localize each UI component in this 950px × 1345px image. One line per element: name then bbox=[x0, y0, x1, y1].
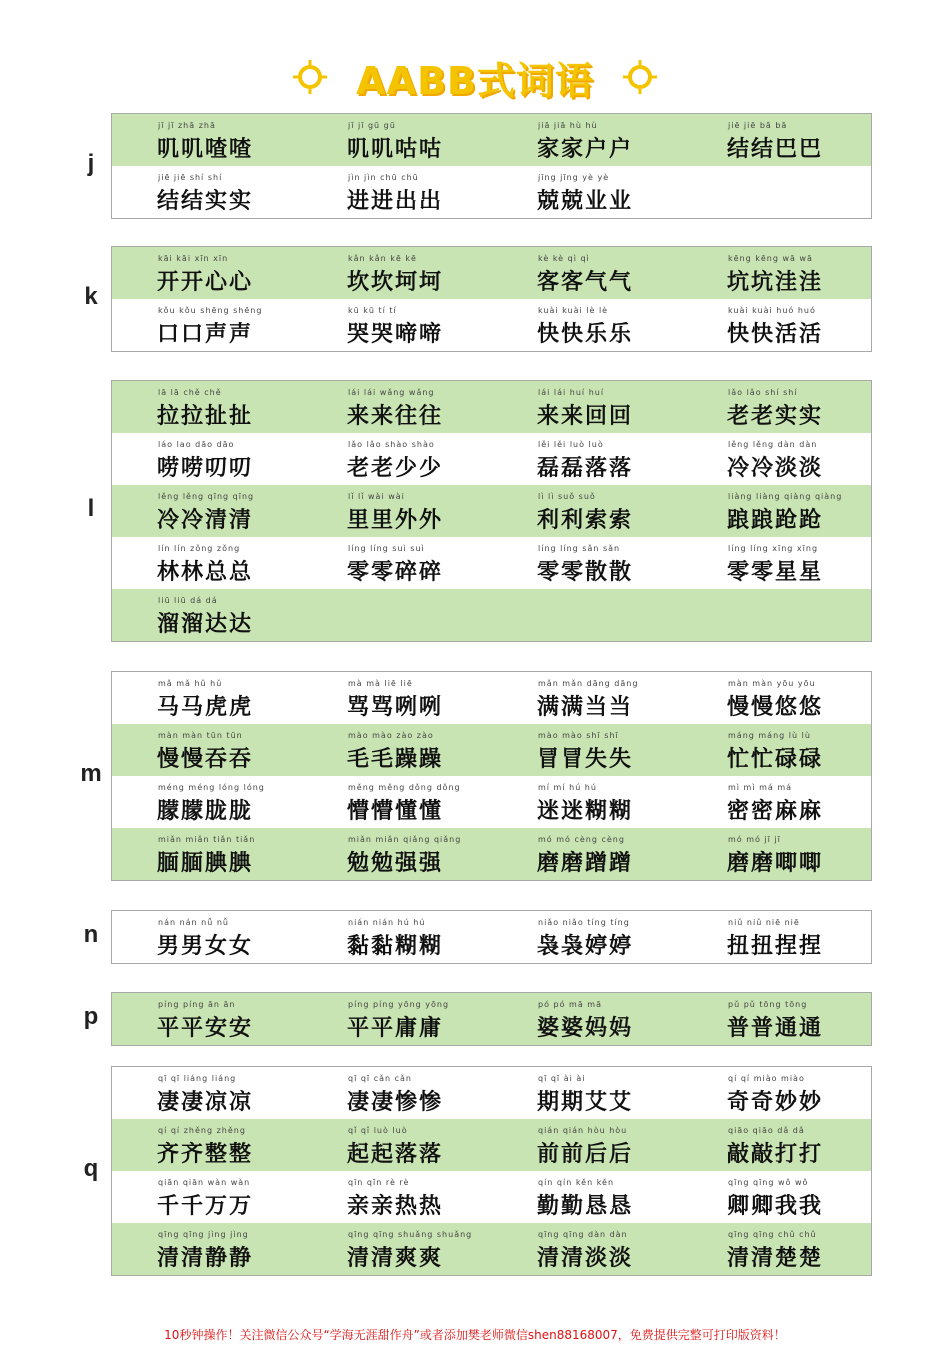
word-text: 客客气气 bbox=[537, 269, 634, 295]
group-letter-p: p bbox=[83, 1003, 99, 1030]
group-letter-m: m bbox=[80, 760, 102, 787]
word-text: 结结巴巴 bbox=[727, 136, 824, 162]
pinyin-label: lā lā chě chě bbox=[158, 388, 222, 397]
pinyin-label: jiā jiā hù hù bbox=[538, 121, 598, 130]
word-text: 勤勤恳恳 bbox=[537, 1193, 634, 1219]
pinyin-label: mó mó jī jī bbox=[728, 835, 781, 844]
word-item bbox=[682, 299, 872, 351]
word-item bbox=[112, 589, 302, 641]
word-text: 满满当当 bbox=[537, 694, 634, 720]
word-item bbox=[112, 537, 302, 589]
word-item bbox=[302, 114, 492, 166]
word-item bbox=[302, 537, 492, 589]
word-item bbox=[492, 1223, 682, 1275]
word-row bbox=[112, 1171, 871, 1223]
word-text: 毛毛躁躁 bbox=[347, 746, 444, 772]
word-item bbox=[682, 485, 872, 537]
pinyin-label: lěng lěng qīng qīng bbox=[158, 492, 255, 501]
word-text: 清清楚楚 bbox=[727, 1245, 824, 1271]
word-item bbox=[492, 724, 682, 776]
pinyin-label: lín lín zǒng zǒng bbox=[158, 544, 241, 553]
word-text: 冷冷清清 bbox=[157, 507, 254, 533]
pinyin-label: qiāo qiāo dǎ dǎ bbox=[728, 1126, 805, 1135]
word-text: 懵懵懂懂 bbox=[347, 798, 444, 824]
pinyin-label: píng píng ān ān bbox=[158, 1000, 236, 1009]
word-text: 踉踉跄跄 bbox=[727, 507, 824, 533]
pinyin-label: miǎn miǎn qiǎng qiǎng bbox=[348, 835, 462, 844]
word-item bbox=[682, 672, 872, 724]
pinyin-label: qí qí miào miào bbox=[728, 1074, 805, 1083]
pinyin-label: láo lao dāo dāo bbox=[158, 440, 235, 449]
word-text: 快快活活 bbox=[727, 321, 824, 347]
word-item bbox=[492, 166, 682, 218]
word-item bbox=[492, 537, 682, 589]
word-item bbox=[112, 1171, 302, 1223]
word-item bbox=[112, 247, 302, 299]
word-text: 磨磨蹭蹭 bbox=[537, 850, 634, 876]
sun-icon bbox=[622, 59, 658, 95]
pinyin-label: qīng qīng jìng jìng bbox=[158, 1230, 249, 1239]
word-item bbox=[302, 247, 492, 299]
pinyin-label: jiē jiē shí shí bbox=[158, 173, 223, 182]
pinyin-label: lěng lěng dàn dàn bbox=[728, 440, 818, 449]
pinyin-label: qiān qiān wàn wàn bbox=[158, 1178, 251, 1187]
word-item bbox=[492, 485, 682, 537]
word-row bbox=[112, 1119, 871, 1171]
word-text: 溜溜达达 bbox=[157, 611, 254, 637]
word-text: 零零散散 bbox=[537, 559, 634, 585]
pinyin-label: qín qín kěn kěn bbox=[538, 1178, 615, 1187]
word-text: 开开心心 bbox=[157, 269, 254, 295]
pinyin-label: liū liū dá dá bbox=[158, 596, 218, 605]
word-text: 兢兢业业 bbox=[537, 188, 634, 214]
word-text: 慢慢吞吞 bbox=[157, 746, 254, 772]
word-item bbox=[492, 299, 682, 351]
word-item bbox=[682, 1171, 872, 1223]
pinyin-label: pó pó mā mā bbox=[538, 1000, 602, 1009]
word-item bbox=[492, 672, 682, 724]
word-item bbox=[112, 776, 302, 828]
footer-note: 10秒钟操作！关注微信公众号“学海无涯甜作舟”或者添加樊老师微信shen88168007，免费提供完整可打印版资料！ bbox=[164, 1328, 786, 1342]
word-item bbox=[112, 1067, 302, 1119]
word-row bbox=[112, 776, 871, 828]
word-text: 进进出出 bbox=[347, 188, 444, 214]
word-text: 勉勉强强 bbox=[347, 850, 444, 876]
pinyin-label: kāi kāi xīn xīn bbox=[158, 254, 229, 263]
word-text: 普普通通 bbox=[727, 1015, 824, 1041]
pinyin-label: měng měng dǒng dǒng bbox=[348, 783, 461, 792]
pinyin-label: mǎ mǎ hǔ hǔ bbox=[158, 679, 223, 688]
pinyin-label: líng líng suì suì bbox=[348, 544, 425, 553]
pinyin-label: qīn qīn rè rè bbox=[348, 1178, 410, 1187]
word-item bbox=[302, 485, 492, 537]
word-item bbox=[492, 1067, 682, 1119]
pinyin-label: qīng qīng dàn dàn bbox=[538, 1230, 628, 1239]
pinyin-label: jiē jiē bā bā bbox=[728, 121, 788, 130]
word-text: 起起落落 bbox=[347, 1141, 444, 1167]
pinyin-label: jīng jīng yè yè bbox=[538, 173, 610, 182]
pinyin-label: kuài kuài huó huó bbox=[728, 306, 816, 315]
word-text: 林林总总 bbox=[157, 559, 254, 585]
word-text: 叽叽喳喳 bbox=[157, 136, 254, 162]
pinyin-label: mào mào shī shī bbox=[538, 731, 619, 740]
word-text: 坎坎坷坷 bbox=[347, 269, 444, 295]
word-row bbox=[112, 672, 871, 724]
pinyin-label: niǎo niǎo tíng tíng bbox=[538, 918, 630, 927]
word-item bbox=[302, 1171, 492, 1223]
word-text: 黏黏糊糊 bbox=[347, 933, 444, 959]
word-item bbox=[112, 1119, 302, 1171]
pinyin-label: mì mì má má bbox=[728, 783, 793, 792]
word-text: 平平庸庸 bbox=[347, 1015, 444, 1041]
word-text: 家家户户 bbox=[537, 136, 634, 162]
word-text: 利利索索 bbox=[537, 507, 634, 533]
pinyin-label: mó mó cèng cèng bbox=[538, 835, 625, 844]
word-text: 骂骂咧咧 bbox=[347, 694, 444, 720]
word-text: 忙忙碌碌 bbox=[727, 746, 824, 772]
pinyin-label: mǎn mǎn dāng dāng bbox=[538, 679, 639, 688]
word-group-m bbox=[111, 671, 872, 881]
word-row bbox=[112, 993, 871, 1045]
word-item bbox=[112, 828, 302, 880]
pinyin-label: píng píng yōng yōng bbox=[348, 1000, 450, 1009]
pinyin-label: lǐ lǐ wài wài bbox=[348, 492, 405, 501]
pinyin-label: jī jī gū gū bbox=[348, 121, 396, 130]
pinyin-label: qīng qīng wǒ wǒ bbox=[728, 1178, 809, 1187]
word-row bbox=[112, 433, 871, 485]
word-text: 平平安安 bbox=[157, 1015, 254, 1041]
pinyin-label: kuài kuài lè lè bbox=[538, 306, 609, 315]
word-text: 清清淡淡 bbox=[537, 1245, 634, 1271]
group-letter-n: n bbox=[83, 921, 99, 948]
pinyin-label: miǎn miǎn tiǎn tiǎn bbox=[158, 835, 256, 844]
word-row bbox=[112, 114, 871, 166]
word-item bbox=[682, 724, 872, 776]
pinyin-label: mà mà liē liē bbox=[348, 679, 413, 688]
word-text: 快快乐乐 bbox=[537, 321, 634, 347]
word-item bbox=[112, 299, 302, 351]
pinyin-label: lì lì suǒ suǒ bbox=[538, 492, 596, 501]
word-text: 老老少少 bbox=[347, 455, 444, 481]
pinyin-label: nián nián hú hú bbox=[348, 918, 426, 927]
word-text: 齐齐整整 bbox=[157, 1141, 254, 1167]
pinyin-label: líng líng sǎn sǎn bbox=[538, 544, 621, 553]
word-item bbox=[682, 828, 872, 880]
word-item bbox=[492, 911, 682, 963]
word-text: 冒冒失失 bbox=[537, 746, 634, 772]
word-group-l bbox=[111, 380, 872, 642]
group-letter-j: j bbox=[87, 150, 95, 177]
word-text: 朦朦胧胧 bbox=[157, 798, 254, 824]
word-item bbox=[112, 1223, 302, 1275]
word-item bbox=[112, 993, 302, 1045]
word-item bbox=[492, 776, 682, 828]
word-item bbox=[682, 993, 872, 1045]
word-text: 卿卿我我 bbox=[727, 1193, 824, 1219]
word-text: 老老实实 bbox=[727, 403, 824, 429]
pinyin-label: nán nán nǚ nǚ bbox=[158, 918, 229, 927]
word-row bbox=[112, 381, 871, 433]
group-letter-q: q bbox=[83, 1155, 99, 1182]
word-item bbox=[682, 911, 872, 963]
word-item bbox=[492, 1171, 682, 1223]
page-title: AABB式词语 bbox=[356, 58, 594, 103]
word-group-n bbox=[111, 910, 872, 964]
word-text: 亲亲热热 bbox=[347, 1193, 444, 1219]
word-item bbox=[302, 828, 492, 880]
word-group-p bbox=[111, 992, 872, 1046]
pinyin-label: jìn jìn chū chū bbox=[348, 173, 419, 182]
word-item bbox=[112, 672, 302, 724]
pinyin-label: máng máng lù lù bbox=[728, 731, 811, 740]
group-letter-l: l bbox=[87, 495, 95, 522]
word-row bbox=[112, 166, 871, 218]
pinyin-label: qīng qīng chǔ chǔ bbox=[728, 1230, 817, 1239]
word-text: 里里外外 bbox=[347, 507, 444, 533]
word-item bbox=[492, 1119, 682, 1171]
pinyin-label: màn màn yōu yōu bbox=[728, 679, 816, 688]
pinyin-label: qī qī liáng liáng bbox=[158, 1074, 237, 1083]
pinyin-label: kǒu kǒu shēng shēng bbox=[158, 306, 263, 315]
word-text: 密密麻麻 bbox=[727, 798, 824, 824]
word-text: 口口声声 bbox=[157, 321, 254, 347]
word-text: 拉拉扯扯 bbox=[157, 403, 254, 429]
word-text: 来来往往 bbox=[347, 403, 444, 429]
word-row bbox=[112, 247, 871, 299]
pinyin-label: qīng qīng shuǎng shuǎng bbox=[348, 1230, 473, 1239]
word-row bbox=[112, 485, 871, 537]
word-group-q bbox=[111, 1066, 872, 1276]
word-item bbox=[492, 993, 682, 1045]
word-row bbox=[112, 828, 871, 880]
word-row bbox=[112, 1067, 871, 1119]
word-text: 千千万万 bbox=[157, 1193, 254, 1219]
word-item bbox=[302, 299, 492, 351]
word-item bbox=[682, 776, 872, 828]
word-item bbox=[682, 1067, 872, 1119]
word-item bbox=[302, 911, 492, 963]
pinyin-label: màn màn tūn tūn bbox=[158, 731, 243, 740]
word-text: 袅袅婷婷 bbox=[537, 933, 634, 959]
word-item bbox=[492, 381, 682, 433]
word-text: 凄凄惨惨 bbox=[347, 1089, 444, 1115]
pinyin-label: mí mí hú hú bbox=[538, 783, 597, 792]
title-bar bbox=[0, 50, 950, 104]
word-item bbox=[682, 537, 872, 589]
word-item bbox=[682, 1119, 872, 1171]
word-row bbox=[112, 1223, 871, 1275]
word-item bbox=[302, 724, 492, 776]
word-item bbox=[302, 776, 492, 828]
word-text: 结结实实 bbox=[157, 188, 254, 214]
pinyin-label: lái lái huí huí bbox=[538, 388, 605, 397]
word-item bbox=[492, 828, 682, 880]
pinyin-label: lǎo lǎo shào shào bbox=[348, 440, 435, 449]
word-item bbox=[112, 485, 302, 537]
word-item bbox=[302, 1067, 492, 1119]
word-text: 零零碎碎 bbox=[347, 559, 444, 585]
word-text: 零零星星 bbox=[727, 559, 824, 585]
word-row bbox=[112, 911, 871, 963]
word-text: 期期艾艾 bbox=[537, 1089, 634, 1115]
word-item bbox=[112, 166, 302, 218]
word-text: 清清爽爽 bbox=[347, 1245, 444, 1271]
group-letter-k: k bbox=[84, 283, 98, 310]
pinyin-label: qián qián hòu hòu bbox=[538, 1126, 628, 1135]
pinyin-label: liàng liàng qiàng qiàng bbox=[728, 492, 843, 501]
pinyin-label: qí qí zhěng zhěng bbox=[158, 1126, 246, 1135]
word-item bbox=[112, 114, 302, 166]
word-text: 冷冷淡淡 bbox=[727, 455, 824, 481]
word-text: 马马虎虎 bbox=[157, 694, 254, 720]
word-text: 凄凄凉凉 bbox=[157, 1089, 254, 1115]
word-item bbox=[682, 247, 872, 299]
word-item bbox=[302, 381, 492, 433]
pinyin-label: qī qī ài ài bbox=[538, 1074, 586, 1083]
word-text: 迷迷糊糊 bbox=[537, 798, 634, 824]
pinyin-label: kū kū tí tí bbox=[348, 306, 397, 315]
word-row bbox=[112, 724, 871, 776]
word-text: 男男女女 bbox=[157, 933, 254, 959]
word-text: 敲敲打打 bbox=[727, 1141, 824, 1167]
word-item bbox=[302, 433, 492, 485]
word-row bbox=[112, 589, 871, 641]
word-group-j bbox=[111, 113, 872, 219]
word-item bbox=[302, 1119, 492, 1171]
pinyin-label: mào mào zào zào bbox=[348, 731, 434, 740]
word-text: 磨磨唧唧 bbox=[727, 850, 824, 876]
pinyin-label: jī jī zhā zhā bbox=[158, 121, 216, 130]
pinyin-label: niǔ niǔ niē niē bbox=[728, 918, 800, 927]
word-text: 婆婆妈妈 bbox=[537, 1015, 634, 1041]
word-text: 哭哭啼啼 bbox=[347, 321, 444, 347]
pinyin-label: lái lái wǎng wǎng bbox=[348, 388, 435, 397]
word-item bbox=[682, 1223, 872, 1275]
pinyin-label: qǐ qǐ luò luò bbox=[348, 1126, 408, 1135]
word-text: 坑坑洼洼 bbox=[727, 269, 824, 295]
sun-icon bbox=[292, 59, 328, 95]
word-row bbox=[112, 299, 871, 351]
word-text: 腼腼腆腆 bbox=[157, 850, 254, 876]
word-item bbox=[682, 114, 872, 166]
word-item bbox=[302, 993, 492, 1045]
word-item bbox=[112, 911, 302, 963]
word-item bbox=[492, 247, 682, 299]
word-item bbox=[302, 672, 492, 724]
word-item bbox=[492, 114, 682, 166]
word-item bbox=[682, 433, 872, 485]
word-item bbox=[302, 166, 492, 218]
word-text: 磊磊落落 bbox=[537, 455, 634, 481]
pinyin-label: pǔ pǔ tōng tōng bbox=[728, 1000, 808, 1009]
word-item bbox=[682, 381, 872, 433]
word-item bbox=[492, 433, 682, 485]
word-row bbox=[112, 537, 871, 589]
word-text: 唠唠叨叨 bbox=[157, 455, 254, 481]
word-text: 清清静静 bbox=[157, 1245, 254, 1271]
word-group-k bbox=[111, 246, 872, 352]
word-text: 奇奇妙妙 bbox=[727, 1089, 824, 1115]
word-text: 叽叽咕咕 bbox=[347, 136, 444, 162]
word-text: 慢慢悠悠 bbox=[727, 694, 824, 720]
pinyin-label: qī qī cǎn cǎn bbox=[348, 1074, 412, 1083]
pinyin-label: kēng kēng wā wā bbox=[728, 254, 813, 263]
word-text: 前前后后 bbox=[537, 1141, 634, 1167]
word-text: 扭扭捏捏 bbox=[727, 933, 824, 959]
word-item bbox=[112, 381, 302, 433]
pinyin-label: lǎo lǎo shí shí bbox=[728, 388, 798, 397]
pinyin-label: kǎn kǎn kē kē bbox=[348, 254, 417, 263]
word-text: 来来回回 bbox=[537, 403, 634, 429]
word-item bbox=[112, 724, 302, 776]
word-item bbox=[112, 433, 302, 485]
pinyin-label: méng méng lóng lóng bbox=[158, 783, 265, 792]
pinyin-label: lěi lěi luò luò bbox=[538, 440, 604, 449]
pinyin-label: líng líng xīng xīng bbox=[728, 544, 819, 553]
pinyin-label: kè kè qì qì bbox=[538, 254, 590, 263]
word-item bbox=[302, 1223, 492, 1275]
